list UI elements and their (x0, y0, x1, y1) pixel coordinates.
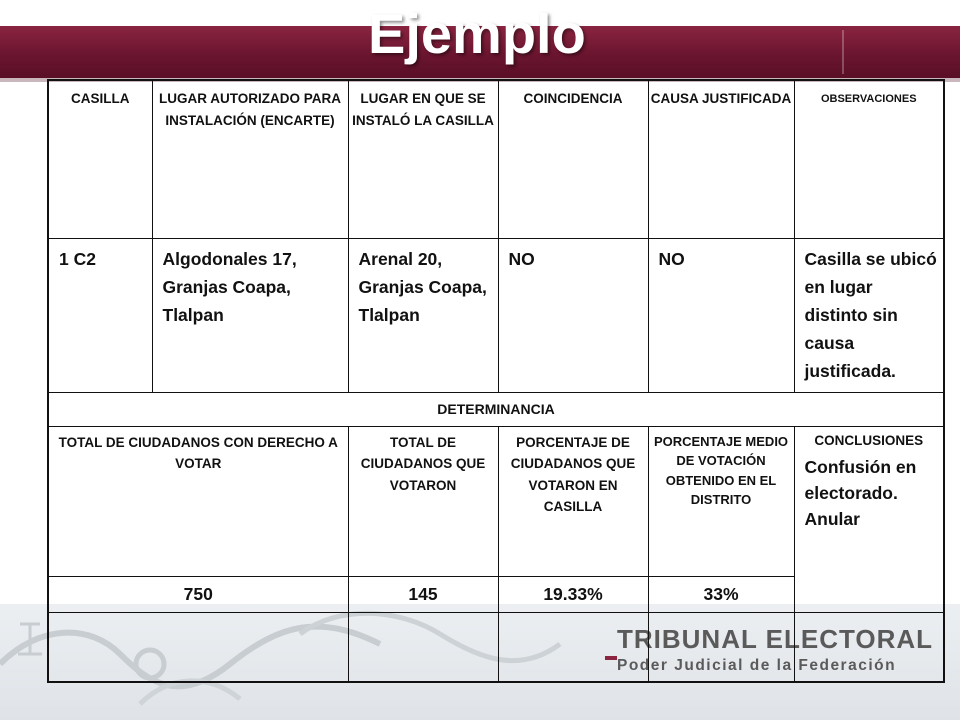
cell-causa: NO (648, 238, 794, 392)
header-lugar-autorizado: LUGAR AUTORIZADO PARA INSTALACIÓN (ENCARTE) (152, 80, 348, 238)
conclusion-text: Confusión en electorado. Anular (804, 456, 917, 529)
value-total-derecho: 750 (48, 576, 348, 612)
sub-header-row (48, 426, 944, 576)
cell-lugar-autorizado: Algodonales 17, Granjas Coapa, Tlalpan (152, 238, 348, 392)
determinancia-row (48, 392, 944, 426)
cell-observaciones: Casilla se ubicó en lugar distinto sin causa justificada. (794, 238, 944, 392)
brand-name: TRIBUNAL ELECTORAL (617, 624, 934, 654)
empty-cell (48, 612, 348, 682)
empty-row (48, 612, 944, 682)
header-causa: CAUSA JUSTIFICADA (648, 80, 794, 238)
conclusiones-cell (794, 426, 944, 612)
value-porcentaje-medio: 33% (648, 576, 794, 612)
empty-cell (348, 612, 498, 682)
header-porcentaje-medio: PORCENTAJE MEDIO DE VOTACIÓN OBTENIDO EN EL DISTRITO (648, 426, 794, 576)
band-divider (842, 30, 844, 74)
header-row (48, 80, 944, 238)
header-casilla: CASILLA (48, 80, 152, 238)
header-coincidencia: COINCIDENCIA (498, 80, 648, 238)
header-total-derecho: TOTAL DE CIUDADANOS CON DERECHO A VOTAR (48, 426, 348, 576)
header-lugar-instalo: LUGAR EN QUE SE INSTALÓ LA CASILLA (348, 80, 498, 238)
value-total-votaron: 145 (348, 576, 498, 612)
header-observaciones: OBSERVACIONES (794, 80, 944, 238)
cell-lugar-instalo: Arenal 20, Granjas Coapa, Tlalpan (348, 238, 498, 392)
table-row (48, 238, 944, 392)
determinancia-heading: DETERMINANCIA (48, 392, 944, 426)
empty-cell (648, 612, 794, 682)
empty-cell (498, 612, 648, 682)
brand-subtitle: Poder Judicial de la Federación (617, 657, 897, 674)
header-total-votaron: TOTAL DE CIUDADANOS QUE VOTARON (348, 426, 498, 576)
empty-cell (794, 612, 944, 682)
cell-casilla: 1 C2 (48, 238, 152, 392)
cell-coincidencia: NO (498, 238, 648, 392)
header-conclusiones: CONCLUSIONES (814, 432, 924, 448)
header-porcentaje-casilla: PORCENTAJE DE CIUDADANOS QUE VOTARON EN CASILLA (498, 426, 648, 576)
casilla-table (47, 79, 945, 683)
value-porcentaje-casilla: 19.33% (498, 576, 648, 612)
slide-title: Ejemplo (368, 2, 586, 65)
